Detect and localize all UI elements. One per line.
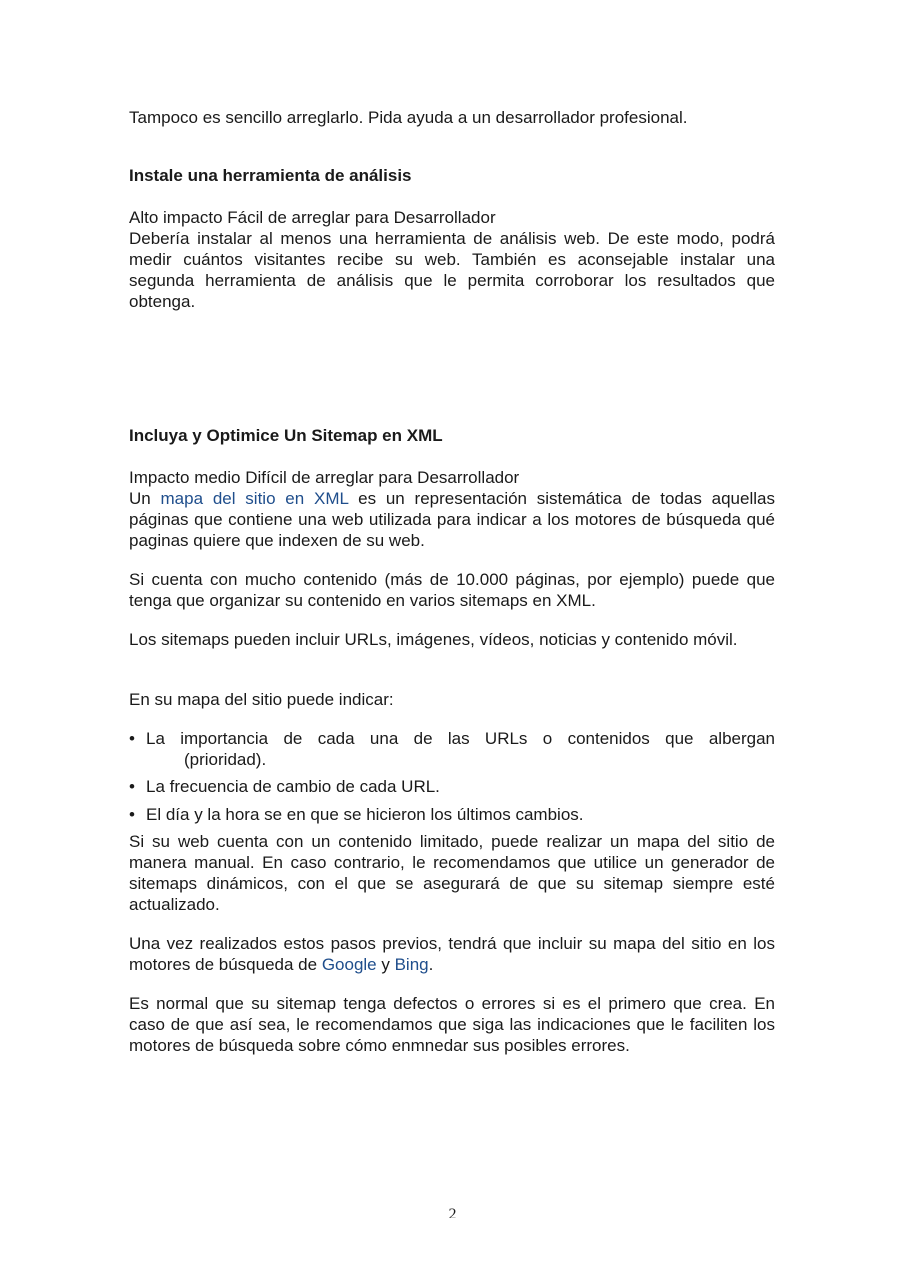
list-item-text-continuation: (prioridad). xyxy=(184,750,267,769)
submit-sitemap-paragraph xyxy=(129,933,775,975)
sitemap-manual-paragraph: Si su web cuenta con un contenido limitado, puede realizar un mapa del sitio de manera manual. En caso contrario, le recomendamos que utilice un generador de sitemaps dinámicos, con el que se asegurará de que su sitemap siempre esté actualizado. xyxy=(129,832,775,914)
text-run: Una vez realizados estos pasos previos, tendrá que incluir su mapa del sitio en los motores de búsqueda de xyxy=(129,934,775,974)
sitemap-content-types-paragraph: Los sitemaps pueden incluir URLs, imágenes, vídeos, noticias y contenido móvil. xyxy=(129,630,738,649)
list-item-text: El día y la hora se en que se hicieron los últimos cambios. xyxy=(146,805,584,824)
section-meta-analytics: Alto impacto Fácil de arreglar para Desarrollador xyxy=(129,208,496,227)
list-item-text: La frecuencia de cambio de cada URL. xyxy=(146,777,440,796)
section-heading-sitemap: Incluya y Optimice Un Sitemap en XML xyxy=(129,426,443,445)
section-heading-analytics: Instale una herramienta de análisis xyxy=(129,166,412,185)
text-run: y xyxy=(376,955,395,974)
section-body-analytics: Debería instalar al menos una herramienta de análisis web. De este modo, podrá medir cuántos visitantes recibe su web. También es aconsejable instalar una segunda herramienta de análisis que le permita corroborar los resultados que obtenga. xyxy=(129,229,775,311)
sitemap-definition-paragraph xyxy=(129,488,775,551)
sitemap-errors-paragraph: Es normal que su sitemap tenga defectos o errores si es el primero que crea. En caso de que así sea, le recomendamos que siga las indicaciones que le faciliten los motores de búsqueda sobre cómo enmnedar sus posibles errores. xyxy=(129,994,775,1055)
list-item xyxy=(129,728,775,770)
page-number: 2 xyxy=(448,1206,457,1218)
intro-paragraph: Tampoco es sencillo arreglarlo. Pida ayuda a un desarrollador profesional. xyxy=(129,108,688,127)
list-item xyxy=(129,804,775,825)
text-run: Un xyxy=(129,489,161,508)
xml-sitemap-link[interactable]: mapa del sitio en XML xyxy=(160,489,349,508)
google-link[interactable]: Google xyxy=(321,955,377,974)
sitemap-indicate-intro: En su mapa del sitio puede indicar: xyxy=(129,690,394,709)
bullet-icon: • xyxy=(129,729,135,748)
bing-link[interactable]: Bing xyxy=(394,955,429,974)
text-run: . xyxy=(428,955,434,974)
section-meta-sitemap: Impacto medio Difícil de arreglar para Desarrollador xyxy=(129,468,520,487)
text-run: es un representación sistemática de todas aquellas páginas que contiene una web utilizada para indicar a los motores de búsqueda qué paginas quiere que indexen de su web. xyxy=(129,489,775,550)
list-item xyxy=(129,776,775,797)
bullet-icon: • xyxy=(129,777,135,796)
list-item-text: La importancia de cada una de las URLs o contenidos que albergan xyxy=(146,729,775,748)
bullet-icon: • xyxy=(129,805,135,824)
sitemap-large-content-paragraph: Si cuenta con mucho contenido (más de 10.000 páginas, por ejemplo) puede que tenga que organizar su contenido en varios sitemaps en XML. xyxy=(129,570,775,610)
